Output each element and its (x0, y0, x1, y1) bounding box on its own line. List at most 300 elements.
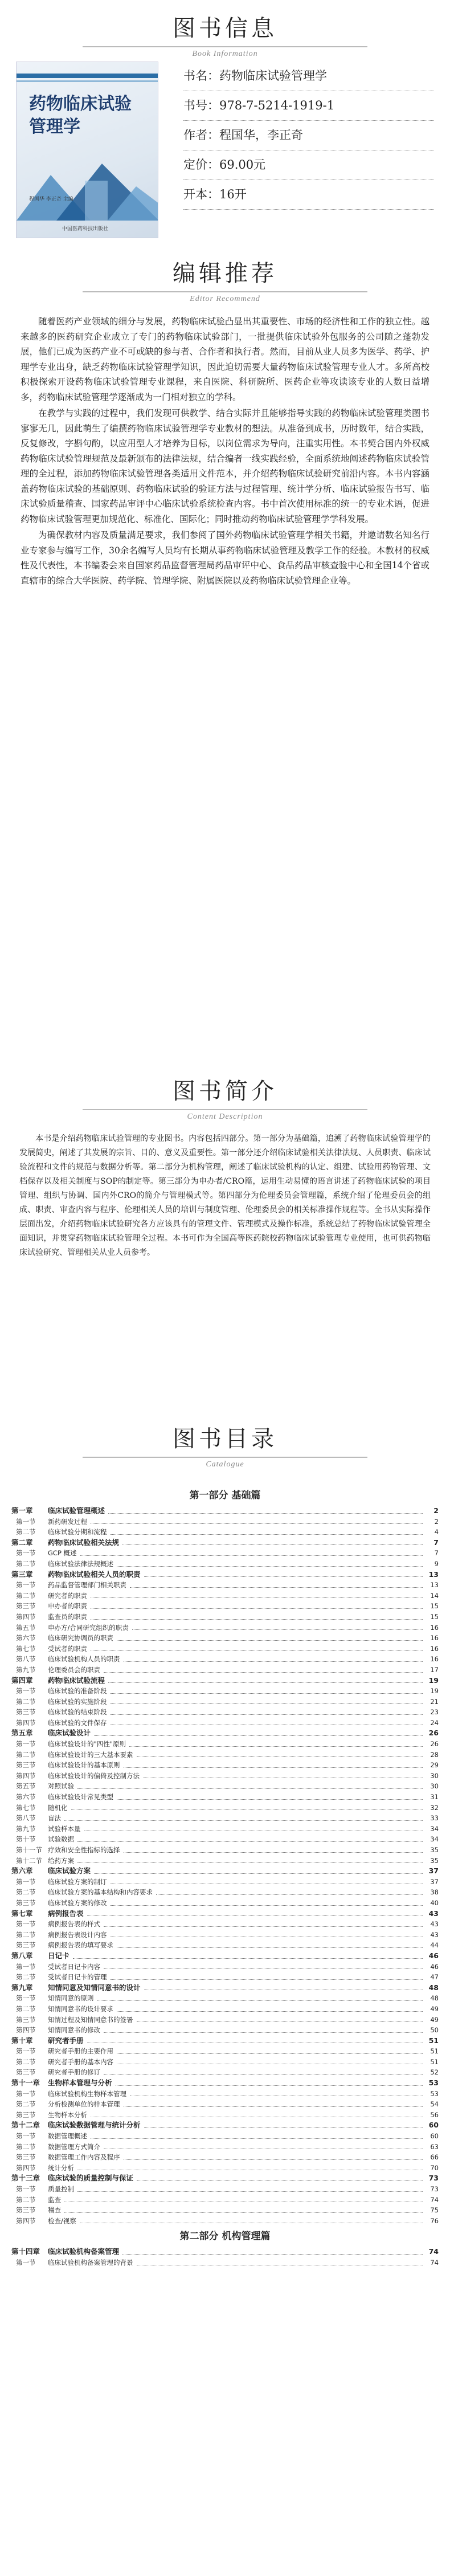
toc-entry-page: 26 (428, 1729, 439, 1738)
toc-section-row (11, 1580, 439, 1591)
heading-rule (83, 291, 367, 292)
toc-entry-page: 37 (430, 1877, 439, 1886)
toc-entry-number: 第三节 (16, 2110, 36, 2119)
toc-entry-title: 临床试验设计的"四性"原则 (48, 1740, 126, 1748)
toc-leader-dots (111, 1703, 423, 1704)
toc-section-row (11, 1697, 439, 1707)
toc-entry-title: 生物样本管理与分析 (48, 2078, 112, 2088)
toc-section-row (11, 1718, 439, 1729)
catalogue-section (0, 1411, 450, 2268)
toc-entry-number: 第四节 (16, 1718, 36, 1727)
toc-chapter-row (11, 1951, 439, 1962)
toc-entry-page: 35 (430, 1856, 439, 1865)
toc-entry-page: 74 (428, 2247, 439, 2256)
toc-entry-title: 临床试验机构人员的职责 (48, 1655, 120, 1664)
toc-entry-number: 第一节 (16, 2089, 36, 2098)
toc-entry-title: 疗效和安全性指标的选择 (48, 1846, 120, 1854)
toc-entry-page: 4 (434, 1528, 439, 1536)
toc-entry-page: 43 (430, 1920, 439, 1929)
toc-entry-number: 第八章 (11, 1951, 33, 1960)
toc-leader-dots (111, 1979, 423, 1980)
toc-section-row (11, 1781, 439, 1792)
toc-entry-number: 第二节 (16, 2004, 36, 2013)
toc-section-row (11, 2257, 439, 2268)
info-isbn: 书号：978-7-5214-1919-1 (183, 91, 434, 121)
toc-entry-title: 统计分析 (48, 2163, 74, 2172)
toc-entry-page: 15 (430, 1612, 439, 1621)
toc-entry-page: 28 (430, 1750, 439, 1759)
toc-entry-title: 临床试验设计常见类型 (48, 1793, 113, 1801)
toc-entry-page: 60 (430, 2132, 439, 2141)
toc-entry-page: 50 (430, 2026, 439, 2035)
toc-section-row (11, 1612, 439, 1623)
toc-section-row (11, 1803, 439, 1813)
toc-entry-title: 临床试验的文件保存 (48, 1718, 107, 1727)
toc-heading: 图书目录 (173, 1426, 277, 1452)
toc-leader-dots (117, 1566, 423, 1567)
toc-entry-number: 第七节 (16, 1803, 36, 1812)
toc-entry-number: 第二节 (16, 1697, 36, 1706)
toc-entry-page: 53 (430, 2089, 439, 2098)
toc-entry-page: 35 (430, 1846, 439, 1854)
toc-entry-title: 临床试验设计的基本原则 (48, 1761, 120, 1770)
toc-section-row (11, 1919, 439, 1930)
toc-entry-number: 第十章 (11, 2036, 33, 2045)
toc-entry-page: 2 (433, 1506, 439, 1515)
toc-entry-page: 7 (434, 1549, 439, 1558)
toc-entry-page: 34 (430, 1824, 439, 1833)
toc-entry-title: 数据管理工作内容及程序 (48, 2153, 120, 2162)
toc-section-row (11, 1739, 439, 1750)
toc-chapter-row (11, 1909, 439, 1919)
toc-leader-dots (129, 1746, 423, 1747)
toc-entry-number: 第九节 (16, 1665, 36, 1674)
toc-entry-page: 43 (428, 1909, 439, 1918)
toc-entry-title: 临床试验设计的偏倚及控制方法 (48, 1771, 140, 1780)
toc-section-row (11, 2184, 439, 2195)
toc-leader-dots (111, 1693, 423, 1694)
toc-section-row (11, 1993, 439, 2004)
toc-chapter-row (11, 2120, 439, 2131)
toc-leader-dots (137, 2180, 423, 2181)
toc-section-row (11, 2057, 439, 2068)
toc-entry-number: 第三节 (16, 2068, 36, 2077)
toc-entry-number: 第六章 (11, 1866, 33, 1876)
toc-entry-title: 稽查 (48, 2206, 61, 2215)
toc-leader-dots (91, 1650, 423, 1651)
toc-leader-dots (64, 2212, 423, 2213)
toc-entry-title: 药物临床试验相关法规 (48, 1538, 120, 1547)
toc-section-row (11, 1887, 439, 1898)
toc-entry-page: 16 (430, 1655, 439, 1664)
toc-entry-number: 第六节 (16, 1634, 36, 1642)
toc-section-row (11, 1760, 439, 1771)
toc-entry-title: 药物临床试验流程 (48, 1676, 105, 1685)
toc-entry-title: 伦理委员会的职责 (48, 1665, 100, 1674)
toc-section-row (11, 2025, 439, 2036)
toc-entry-title: 数据管理方式简介 (48, 2142, 100, 2151)
toc-entry-page: 73 (428, 2174, 439, 2183)
toc-entry-title: 研究者手册的基本内容 (48, 2057, 113, 2066)
toc-chapter-row (11, 1676, 439, 1686)
toc-entry-title: 知情同意的原则 (48, 1994, 94, 2003)
toc-entry-number: 第二节 (16, 2057, 36, 2066)
toc-entry-number: 第一节 (16, 1517, 36, 1526)
toc-entry-title: 临床试验设计 (48, 1729, 91, 1738)
toc-section-row (11, 1644, 439, 1654)
toc-entry-number: 第三节 (16, 1761, 36, 1770)
toc-leader-dots (104, 1672, 423, 1673)
toc-section-row (11, 1559, 439, 1570)
recommend-body (0, 314, 450, 588)
toc-entry-title: 临床试验机构备案管理的背景 (48, 2258, 133, 2267)
toc-leader-dots (77, 1841, 423, 1842)
intro-body (0, 1132, 450, 1260)
toc-entry-title: 临床试验的准备阶段 (48, 1687, 107, 1695)
toc-leader-dots (94, 1735, 423, 1736)
toc-leader-dots (94, 1873, 423, 1874)
toc-entry-number: 第一节 (16, 2185, 36, 2193)
toc-entry-title: 临床试验设计的三大基本要素 (48, 1750, 133, 1759)
heading-rule (83, 46, 367, 47)
toc-leader-dots (130, 1587, 423, 1588)
toc-entry-number: 第一节 (16, 1962, 36, 1971)
toc-entry-page: 73 (430, 2185, 439, 2193)
toc-entry-number: 第二节 (16, 1528, 36, 1536)
recommend-paragraph: 随着医药产业领域的细分与发展，药物临床试验凸显出其重要性、市场的经济性和工作的独立性。越来越多的医药研究企业成立了专门的药物临床试验部门，一批提供临床试验外包服务的公司随之蓬勃发展，他们已成为医药产业不可或缺的参与者、合作者和执行者。然而，目前从业人员多为医学、药学、护理学专业出身，缺乏药物临床试验管理学知识，因此迫切需要大量药物临床试验管理专业人才。多所高校积极探索开设药物临床试验管理专业课程，来自医院、科研院所、医药企业等攻读该专业的人数日益增多，药物临床试验管理学逐渐成为一门相对独立的学科。 (21, 316, 429, 402)
toc-section-row (11, 2067, 439, 2078)
toc-entry-title: 随机化 (48, 1803, 68, 1812)
toc-entry-title: 日记卡 (48, 1951, 69, 1960)
toc-entry-page: 52 (430, 2068, 439, 2077)
toc-entry-page: 7 (433, 1538, 439, 1547)
toc-section-row (11, 1623, 439, 1633)
toc-section-row (11, 1771, 439, 1782)
toc-entry-page: 48 (430, 1994, 439, 2003)
toc-part-title: 第二部分 机构管理篇 (179, 2231, 271, 2243)
toc-entry-title: 受试者的职责 (48, 1644, 87, 1653)
toc-entry-number: 第四节 (16, 2163, 36, 2172)
toc-chapter-row (11, 1506, 439, 1517)
cover-decoration-graphic (17, 152, 158, 221)
toc-section-row (11, 1962, 439, 1972)
toc-entry-title: 药物临床试验相关人员的职责 (48, 1570, 141, 1579)
toc-entry-page: 49 (430, 2015, 439, 2024)
toc-entry-page: 30 (430, 1771, 439, 1780)
toc-entry-page: 47 (430, 1973, 439, 1982)
toc-section-row (11, 2216, 439, 2227)
toc-entry-number: 第九节 (16, 1824, 36, 1833)
toc-leader-dots (124, 1852, 423, 1853)
toc-entry-number: 第三节 (16, 1941, 36, 1950)
toc-list (0, 1485, 450, 2268)
toc-entry-page: 15 (430, 1602, 439, 1611)
toc-section-row (11, 1813, 439, 1824)
toc-entry-page: 31 (430, 1793, 439, 1801)
book-info-heading: 图书信息 (173, 15, 277, 42)
toc-leader-dots (156, 1894, 423, 1895)
toc-entry-title: 病例报告表设计内容 (48, 1930, 107, 1939)
toc-section-row (11, 1824, 439, 1835)
book-info-section (0, 0, 450, 245)
toc-entry-title: 检查/视察 (48, 2216, 76, 2225)
toc-leader-dots (122, 1544, 423, 1545)
toc-entry-title: 病例报告表的填写要求 (48, 1941, 113, 1950)
toc-entry-title: 研究者手册的主要作用 (48, 2047, 113, 2056)
toc-entry-page: 43 (430, 1930, 439, 1939)
toc-entry-number: 第二节 (16, 1888, 36, 1897)
toc-entry-page: 49 (430, 2004, 439, 2013)
toc-entry-number: 第二节 (16, 1750, 36, 1759)
toc-entry-page: 19 (430, 1687, 439, 1695)
toc-entry-title: 临床试验管理概述 (48, 1506, 105, 1515)
toc-entry-number: 第三章 (11, 1570, 33, 1579)
recommend-heading: 编辑推荐 (173, 260, 277, 287)
toc-section-row (11, 2163, 439, 2174)
heading-rule (83, 1457, 367, 1458)
toc-entry-number: 第四节 (16, 1771, 36, 1780)
toc-section-row (11, 1633, 439, 1644)
toc-leader-dots (91, 2138, 423, 2139)
toc-entry-title: 临床试验方案的基本结构和内容要求 (48, 1888, 153, 1897)
toc-entry-number: 第一节 (16, 2047, 36, 2056)
toc-leader-dots (108, 1513, 423, 1514)
toc-chapter-row (11, 1538, 439, 1548)
toc-entry-title: 临床试验方案的制订 (48, 1877, 107, 1886)
toc-entry-number: 第四节 (16, 2216, 36, 2225)
toc-entry-title: 临床试验数据管理与统计分析 (48, 2121, 141, 2130)
toc-entry-title: 临床试验的结束阶段 (48, 1708, 107, 1717)
toc-section-row (11, 2110, 439, 2121)
toc-entry-page: 46 (428, 1951, 439, 1960)
toc-entry-title: 知情同意及知情同意书的设计 (48, 1983, 141, 1992)
cover-title-line1: 药物临床试验 (29, 94, 132, 114)
toc-leader-dots (80, 1555, 423, 1556)
toc-section-row (11, 2152, 439, 2163)
toc-entry-number: 第十一节 (16, 1846, 42, 1854)
toc-entry-number: 第二节 (16, 1973, 36, 1982)
toc-leader-dots (104, 1926, 423, 1927)
toc-entry-title: 临床试验分期和流程 (48, 1528, 107, 1536)
toc-section-row (11, 1972, 439, 1983)
toc-leader-dots (116, 2085, 423, 2086)
toc-section-row (11, 1591, 439, 1601)
toc-entry-page: 32 (430, 1803, 439, 1812)
toc-section-row (11, 2142, 439, 2153)
toc-leader-dots (132, 1629, 423, 1630)
toc-leader-dots (117, 2053, 423, 2054)
toc-entry-number: 第一节 (16, 1687, 36, 1695)
toc-entry-title: 受试者日记卡的管理 (48, 1973, 107, 1982)
toc-entry-number: 第十节 (16, 1835, 36, 1844)
toc-entry-number: 第十四章 (11, 2247, 40, 2256)
toc-entry-page: 54 (430, 2100, 439, 2109)
toc-section-row (11, 1548, 439, 1559)
cover-publisher: 中国医药科技出版社 (62, 226, 109, 232)
toc-leader-dots (117, 1799, 423, 1800)
toc-entry-page: 46 (430, 1962, 439, 1971)
toc-chapter-row (11, 2247, 439, 2257)
toc-entry-number: 第九章 (11, 1983, 33, 1992)
toc-entry-title: GCP 概述 (48, 1549, 77, 1558)
toc-entry-number: 第六节 (16, 1793, 36, 1801)
toc-section-row (11, 1898, 439, 1909)
toc-entry-number: 第二节 (16, 1559, 36, 1568)
toc-entry-number: 第一章 (11, 1506, 33, 1515)
toc-section-row (11, 2099, 439, 2110)
info-author: 作者：程国华，李正奇 (183, 121, 434, 150)
toc-leader-dots (73, 1958, 423, 1959)
toc-entry-title: 临床试验机构备案管理 (48, 2247, 120, 2256)
toc-entry-number: 第三节 (16, 1898, 36, 1907)
toc-entry-number: 第五章 (11, 1729, 33, 1738)
toc-entry-page: 13 (430, 1581, 439, 1589)
toc-entry-number: 第四章 (11, 1676, 33, 1685)
toc-entry-title: 质量控制 (48, 2185, 74, 2193)
toc-entry-title: 研究者的职责 (48, 1591, 87, 1600)
toc-entry-page: 16 (430, 1634, 439, 1642)
toc-leader-dots (144, 2127, 423, 2128)
toc-entry-title: 盲法 (48, 1814, 61, 1823)
toc-entry-page: 75 (430, 2206, 439, 2215)
toc-entry-title: 分析检测单位的样本管理 (48, 2100, 120, 2109)
toc-section-row (11, 1517, 439, 1527)
toc-chapter-row (11, 1728, 439, 1739)
book-info-list (183, 62, 434, 210)
recommend-paragraph: 为确保教材内容及质量满足要求，我们参阅了国外药物临床试验管理学相关书籍，并邀请数名知名行业专家参与编写工作，30余名编写人员均有长期从事药物临床试验管理及教学工作的经验。本教材的权威性及代表性，本书编委会来自国家药品监督管理局药品审评中心、食品药品审核查验中心和全国14个省或直辖市的综合大学医院、药学院、管理学院、附属医院以及药物临床试验管理企业等。 (21, 530, 429, 586)
toc-chapter-row (11, 2036, 439, 2047)
toc-leader-dots (91, 1597, 423, 1598)
toc-section-row (11, 1940, 439, 1951)
content-description-section (0, 1063, 450, 1260)
toc-entry-page: 9 (434, 1559, 439, 1568)
toc-entry-title: 试验数据 (48, 1835, 74, 1844)
toc-entry-number: 第二节 (16, 1591, 36, 1600)
toc-section-row (11, 2046, 439, 2057)
toc-entry-page: 37 (428, 1866, 439, 1876)
cover-author: 程国华 李正奇 主编 (29, 197, 73, 202)
toc-entry-number: 第三节 (16, 2153, 36, 2162)
editor-recommend-section (0, 245, 450, 589)
toc-entry-page: 16 (430, 1644, 439, 1653)
toc-entry-title: 临床试验方案 (48, 1866, 91, 1876)
toc-section-row (11, 1750, 439, 1760)
toc-leader-dots (64, 1820, 423, 1821)
toc-leader-dots (77, 1788, 423, 1789)
toc-entry-page: 74 (430, 2195, 439, 2204)
toc-entry-number: 第二节 (16, 1930, 36, 1939)
recommend-paragraph: 在教学与实践的过程中，我们发现可供教学、结合实际并且能够指导实践的药物临床试验管理类图书寥寥无几，因此萌生了编撰药物临床试验管理学专业教材的想法。从准备到成书，历时数年，结合实践，反复修改，字斟句酌，以应用型人才培养为目标，以岗位需求为导向，注重实用性。本书契合国内外权威药物临床试验管理规范及最新颁布的法律法规，结合编者一线实践经验，全面系统地阐述药物临床试验管理的全过程，添加药物临床试验管理各类适用文件范本，并介绍药物临床试验研究前沿内容。本书内容涵盖药物临床试验的基础原则、药物临床试验的验证方法与过程管理、统计学分析、临床试验报告书写、临床试验质量稽查、国家药品审评中心临床试验系统检查内容。书中首次使用标准的统一的专业术语，促进药物临床试验管理更加规范化、标准化、国际化；同时推动药物临床试验管理学学科发展。 (21, 408, 429, 524)
toc-section-row (11, 1527, 439, 1538)
toc-leader-dots (104, 2074, 423, 2075)
toc-section-row (11, 2089, 439, 2100)
toc-leader-dots (111, 1905, 423, 1906)
toc-entry-page: 23 (430, 1708, 439, 1717)
toc-section-row (11, 1601, 439, 1612)
toc-leader-dots (124, 1767, 423, 1768)
toc-chapter-row (11, 2078, 439, 2089)
toc-entry-title: 知情同意书的设计要求 (48, 2004, 113, 2013)
toc-header (0, 1411, 450, 1469)
toc-entry-number: 第三节 (16, 1708, 36, 1717)
toc-entry-title: 试验样本量 (48, 1824, 81, 1833)
toc-entry-page: 51 (428, 2036, 439, 2045)
cover-stripe-thin (17, 80, 158, 82)
toc-entry-title: 知情过程及知情同意书的签署 (48, 2015, 133, 2024)
cover-stripe (17, 74, 158, 78)
info-price: 定价：69.00元 (183, 150, 434, 180)
toc-section-row (11, 1877, 439, 1888)
toc-leader-dots (117, 1947, 423, 1948)
toc-entry-number: 第一节 (16, 1877, 36, 1886)
toc-entry-page: 63 (430, 2142, 439, 2151)
toc-entry-number: 第七章 (11, 1909, 33, 1918)
toc-entry-page: 30 (430, 1782, 439, 1791)
toc-entry-title: 临床研究协调员的职责 (48, 1634, 113, 1642)
toc-entry-title: 受试者日记卡内容 (48, 1962, 100, 1971)
toc-entry-number: 第二节 (16, 2142, 36, 2151)
toc-leader-dots (144, 1576, 423, 1577)
toc-entry-number: 第二节 (16, 2100, 36, 2109)
recommend-heading-en: Editor Recommend (190, 295, 260, 303)
info-format: 开本：16开 (183, 180, 434, 210)
toc-leader-dots (124, 2106, 423, 2107)
toc-leader-dots (117, 2011, 423, 2012)
toc-entry-title: 新药研发过程 (48, 1517, 87, 1526)
toc-entry-number: 第一节 (16, 1920, 36, 1929)
toc-entry-page: 53 (428, 2078, 439, 2088)
toc-entry-title: 研究者手册的修订 (48, 2068, 100, 2077)
toc-entry-title: 数据管理概述 (48, 2132, 87, 2141)
intro-paragraph: 本书是介绍药物临床试验管理的专业图书。内容包括四部分。第一部分为基础篇，追溯了药物临床试验管理学的发展简史，阐述了其发展的宗旨、目的、意义及重要性。第一部分还介绍临床试验相关法律法规、人员职责、临床试验流程和文件的规范与数据分析等。第二部分为机构管理，阐述了临床试验机构的认定、组建、试验用药物管理、文档保存以及相关制度与SOP的制定等。第三部分为申办者/CRO篇，运用生动易懂的语言讲述了药物临床试验的项目管理、组织与协调、国内外CRO的简介与管理模式等。第四部分为伦理委员会管理篇，系统介绍了伦理委员会的组成、职责、审查内容与程序、伦理相关人员的培训与制度管理、伦理委员会的相关标准操作规程等。全书从实际操作层面出发，介绍药物临床试验研究各方应该具有的管理文件、管理模式及操作标准，系统总结了药物临床试验管理全面知识，并贯穿药物临床试验管理全过程。本书可作为全国高等医药院校药物临床试验管理专业使用，也可供药物临床试验研究、管理相关从业人员参考。 (19, 1134, 431, 1257)
toc-entry-title: 生物样本分析 (48, 2110, 87, 2119)
toc-section-row (11, 2004, 439, 2015)
toc-entry-number: 第一节 (16, 1581, 36, 1589)
toc-leader-dots (122, 2254, 423, 2255)
cover-title-line2: 管理学 (29, 117, 80, 137)
toc-entry-page: 14 (430, 1591, 439, 1600)
toc-entry-title: 申办方/合同研究组织的职责 (48, 1623, 129, 1632)
toc-chapter-row (11, 1866, 439, 1877)
toc-leader-dots (108, 1682, 423, 1683)
toc-section-row (11, 2195, 439, 2206)
toc-leader-dots (104, 2032, 423, 2033)
toc-entry-page: 24 (430, 1718, 439, 1727)
toc-entry-number: 第十二章 (11, 2121, 40, 2130)
toc-leader-dots (87, 1915, 423, 1916)
toc-entry-title: 临床试验的质量控制与保证 (48, 2174, 134, 2183)
toc-section-row (11, 2131, 439, 2142)
toc-entry-page: 29 (430, 1761, 439, 1770)
toc-entry-page: 17 (430, 1665, 439, 1674)
toc-entry-page: 76 (430, 2216, 439, 2225)
toc-entry-title: 研究者手册 (48, 2036, 84, 2045)
toc-part1-entries (11, 1506, 439, 2226)
toc-entry-title: 临床试验方案的修改 (48, 1898, 107, 1907)
toc-section-row (11, 1654, 439, 1665)
toc-entry-number: 第二章 (11, 1538, 33, 1547)
toc-leader-dots (104, 1968, 423, 1969)
toc-entry-page: 26 (430, 1740, 439, 1748)
intro-header (0, 1063, 450, 1122)
recommend-header (0, 245, 450, 304)
toc-section-row (11, 1707, 439, 1718)
toc-entry-page: 56 (430, 2110, 439, 2119)
toc-entry-number: 第八节 (16, 1655, 36, 1664)
toc-entry-page: 51 (430, 2047, 439, 2056)
toc-leader-dots (124, 1661, 423, 1662)
toc-entry-number: 第四节 (16, 2026, 36, 2035)
